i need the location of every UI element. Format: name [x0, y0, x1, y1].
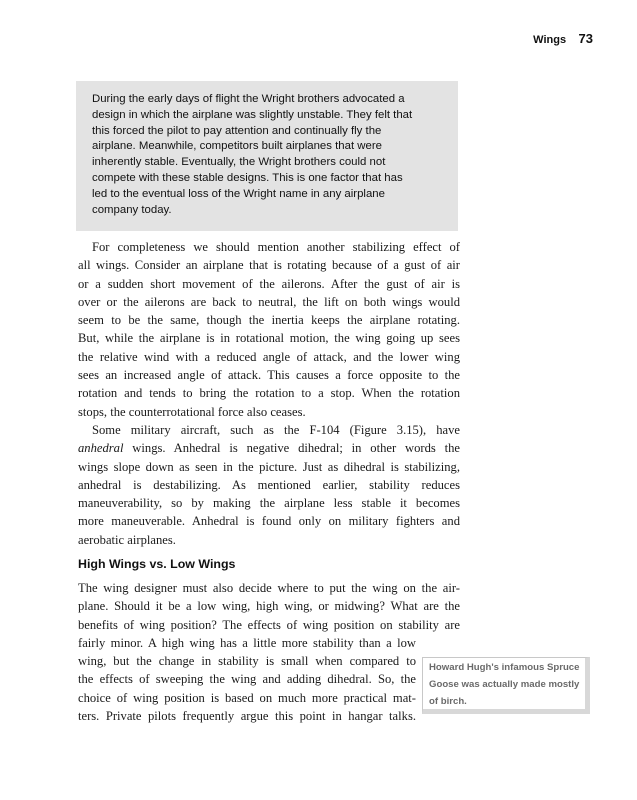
note-line: Goose was actually made mostly [429, 679, 580, 690]
text-line: benefits of wing position? The effects of wing position on stability are [78, 617, 460, 632]
text-line: stops, the counterrotational force also ceases. [78, 404, 306, 419]
text-line: more maneuverable. Anhedral is found only on military fighters and [78, 514, 460, 529]
anhedral-term: anhedral [78, 441, 124, 456]
text-line: For completeness we should mention another stabilizing effect of [92, 240, 460, 254]
text-line: wings slope down as seen in the picture. Just as dihedral is stabilizing, [78, 459, 460, 474]
callout-line: this forced the pilot to pay attention and continually fly the [92, 124, 382, 137]
text-line: ters. Private pilots frequently argue this point in hangar talks. [78, 709, 416, 724]
text-fragment: wings. Anhedral is negative dihedral; in other words the [123, 441, 460, 456]
text-line: fairly minor. A high wing has a little more stability than a low [78, 635, 416, 650]
text-line: The wing designer must also decide where to put the wing on the air- [78, 581, 460, 595]
callout-box [76, 81, 458, 231]
margin-note [422, 657, 590, 714]
text-line: sees an increased angle of attack. This causes a force opposite to the [78, 368, 460, 383]
note-line: Howard Hugh's infamous Spruce [429, 662, 580, 673]
text-line: Some military aircraft, such as the F-104 (Figure 3.15), have [92, 423, 460, 437]
paragraph-anhedral [78, 421, 460, 549]
callout-line: inherently stable. Eventually, the Wright brothers could not [92, 156, 386, 169]
text-line: rotation and tends to bring the rotation to a stop. When the rotation [78, 386, 460, 401]
section-title: Wings [533, 34, 567, 46]
text-line: or a sudden short movement of the ailerons. After the gust of air is [78, 276, 460, 291]
note-line: of birch. [429, 696, 467, 707]
callout-line: design in which the airplane was slightly unstable. They felt that [92, 108, 413, 121]
page-number: 73 [578, 31, 593, 46]
text-line: plane. Should it be a low wing, high wing, or midwing? What are the [78, 599, 460, 614]
text-line: over or the ailerons are back to neutral, the lift on both wings would [78, 294, 460, 309]
text-line [78, 439, 460, 457]
section-heading: High Wings vs. Low Wings [78, 557, 236, 571]
text-line: the relative wind with a reduced angle of attack, and the lower wing [78, 349, 460, 364]
callout-line: led to the eventual loss of the Wright name in any airplane [92, 187, 385, 200]
text-line: the effects of sweeping the wing and adding dihedral. So, the [78, 672, 416, 687]
text-line: But, while the airplane is in rotational motion, the wing going up sees [78, 331, 460, 346]
text-line: aerobatic airplanes. [78, 532, 176, 547]
text-line: seem to be the same, though the inertia keeps the airplane rotating. [78, 313, 460, 328]
callout-line: During the early days of flight the Wright brothers advocated a [92, 93, 405, 105]
paragraph-wing-position [78, 579, 460, 725]
text-line: wing, but the change in stability is small when compared to [78, 654, 416, 669]
callout-line: compete with these stable designs. This is one factor that has [92, 171, 403, 184]
text-line: anhedral is destabilizing. As mentioned earlier, stability reduces [78, 477, 460, 492]
callout-line: airplane. Meanwhile, competitors built airplanes that were [92, 140, 382, 153]
callout-line: company today. [92, 203, 172, 216]
paragraph-stabilizing-effect [78, 238, 460, 421]
text-line: choice of wing position is based on much more practical mat- [78, 690, 416, 705]
text-line: maneuverability, so by making the airplane less stable it becomes [78, 496, 460, 511]
text-line: all wings. Consider an airplane that is rotating because of a gust of air [78, 258, 460, 273]
running-header [533, 30, 593, 48]
